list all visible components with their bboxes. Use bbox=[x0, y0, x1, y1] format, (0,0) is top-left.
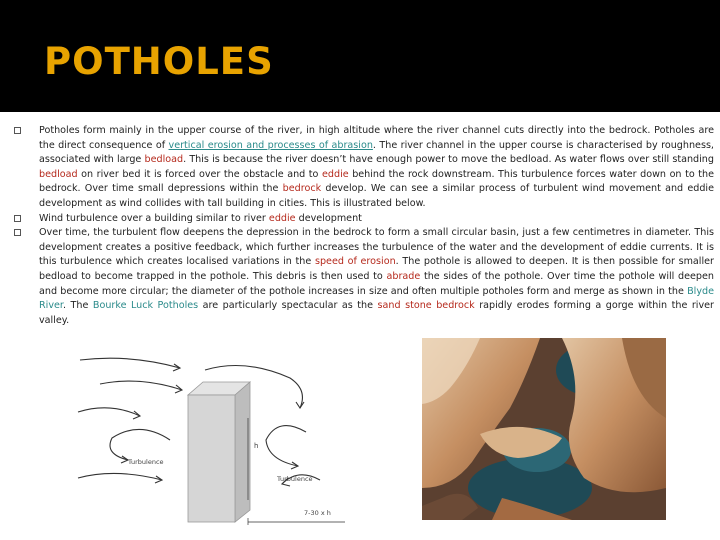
highlight-term: sand stone bedrock bbox=[377, 300, 475, 312]
text-run: . The pothole is allowed to deepen. It is then possible for smaller bedload to become trapped in the pothole. This debris is then used to bbox=[39, 256, 714, 282]
text-run: Over time, the turbulent flow deepens the depression in the bedrock to form a small circular basin, just a few centimetres in diameter. This development creates a positive feedback, which further increases the turbulence of the water and the development of eddie currents. It is this turbulence which creates localised variations in the bbox=[39, 227, 714, 268]
bourke-luck-potholes-photo bbox=[422, 338, 666, 520]
bullet-list bbox=[14, 124, 714, 328]
text-run: Potholes form mainly in the upper course of the river, in high altitude where the river channel cuts directly into the bedrock. Potholes are the direct consequence of bbox=[39, 125, 714, 151]
bullet-square-icon bbox=[14, 215, 21, 222]
highlight-term: abrade bbox=[386, 270, 421, 282]
text-run: develop. We can see a similar process of turbulent wind movement and eddie development as wind collides with tall building in cities. This is illustrated below. bbox=[39, 183, 715, 209]
text-run: . The river channel in the upper course is characterised by roughness, associated with large bbox=[39, 139, 714, 166]
turbulence-label-right: Turbulence bbox=[277, 475, 313, 483]
width-marker bbox=[248, 518, 345, 525]
title-bar bbox=[0, 0, 720, 112]
highlight-term: eddie bbox=[268, 212, 296, 224]
link-vertical-erosion[interactable]: vertical erosion and processes of abrasion bbox=[168, 139, 373, 151]
bullet-square-icon bbox=[14, 127, 21, 134]
text-run: are particularly spectacular as the bbox=[198, 300, 378, 312]
page-title: POTHOLES bbox=[44, 40, 274, 83]
wind-turbulence-diagram bbox=[70, 350, 345, 525]
height-label: h bbox=[254, 442, 259, 450]
text-run: behind the rock downstream. This turbulence forces water down on to the bedrock. Over time small depressions within the bbox=[39, 168, 714, 195]
text-run: development bbox=[295, 212, 362, 224]
text-run: . The bbox=[62, 300, 93, 312]
text-run: Wind turbulence over a building similar to river bbox=[39, 212, 269, 224]
highlight-term: bedload bbox=[39, 168, 78, 180]
highlight-term: speed of erosion bbox=[314, 256, 396, 268]
highlight-term: bedrock bbox=[282, 183, 322, 195]
text-run: the sides of the pothole. Over time the pothole will deepen and become more circular; the diameter of the pothole increases in size and often multiple potholes form and merge as shown in the bbox=[39, 270, 714, 297]
highlight-term: Bourke Luck Potholes bbox=[92, 300, 199, 312]
bullet-square-icon bbox=[14, 229, 21, 236]
turbulence-label-left: Turbulence bbox=[128, 458, 164, 466]
highlight-term: eddie bbox=[321, 168, 349, 180]
bullet-item-1 bbox=[14, 124, 714, 212]
building-shape bbox=[188, 382, 250, 522]
text-run: . This is because the river doesn’t have enough power to move the bedload. As water flows over still standing bbox=[183, 154, 714, 166]
text-run: rapidly erodes forming a gorge within the river valley. bbox=[39, 300, 714, 326]
width-label: 7-30 x h bbox=[304, 509, 331, 517]
highlight-term: bedload bbox=[144, 154, 184, 166]
bullet-item-2 bbox=[14, 212, 714, 227]
text-run: on river bed it is forced over the obstacle and to bbox=[77, 168, 322, 180]
highlight-term: Blyde River bbox=[39, 285, 714, 312]
bullet-item-3 bbox=[14, 226, 714, 328]
